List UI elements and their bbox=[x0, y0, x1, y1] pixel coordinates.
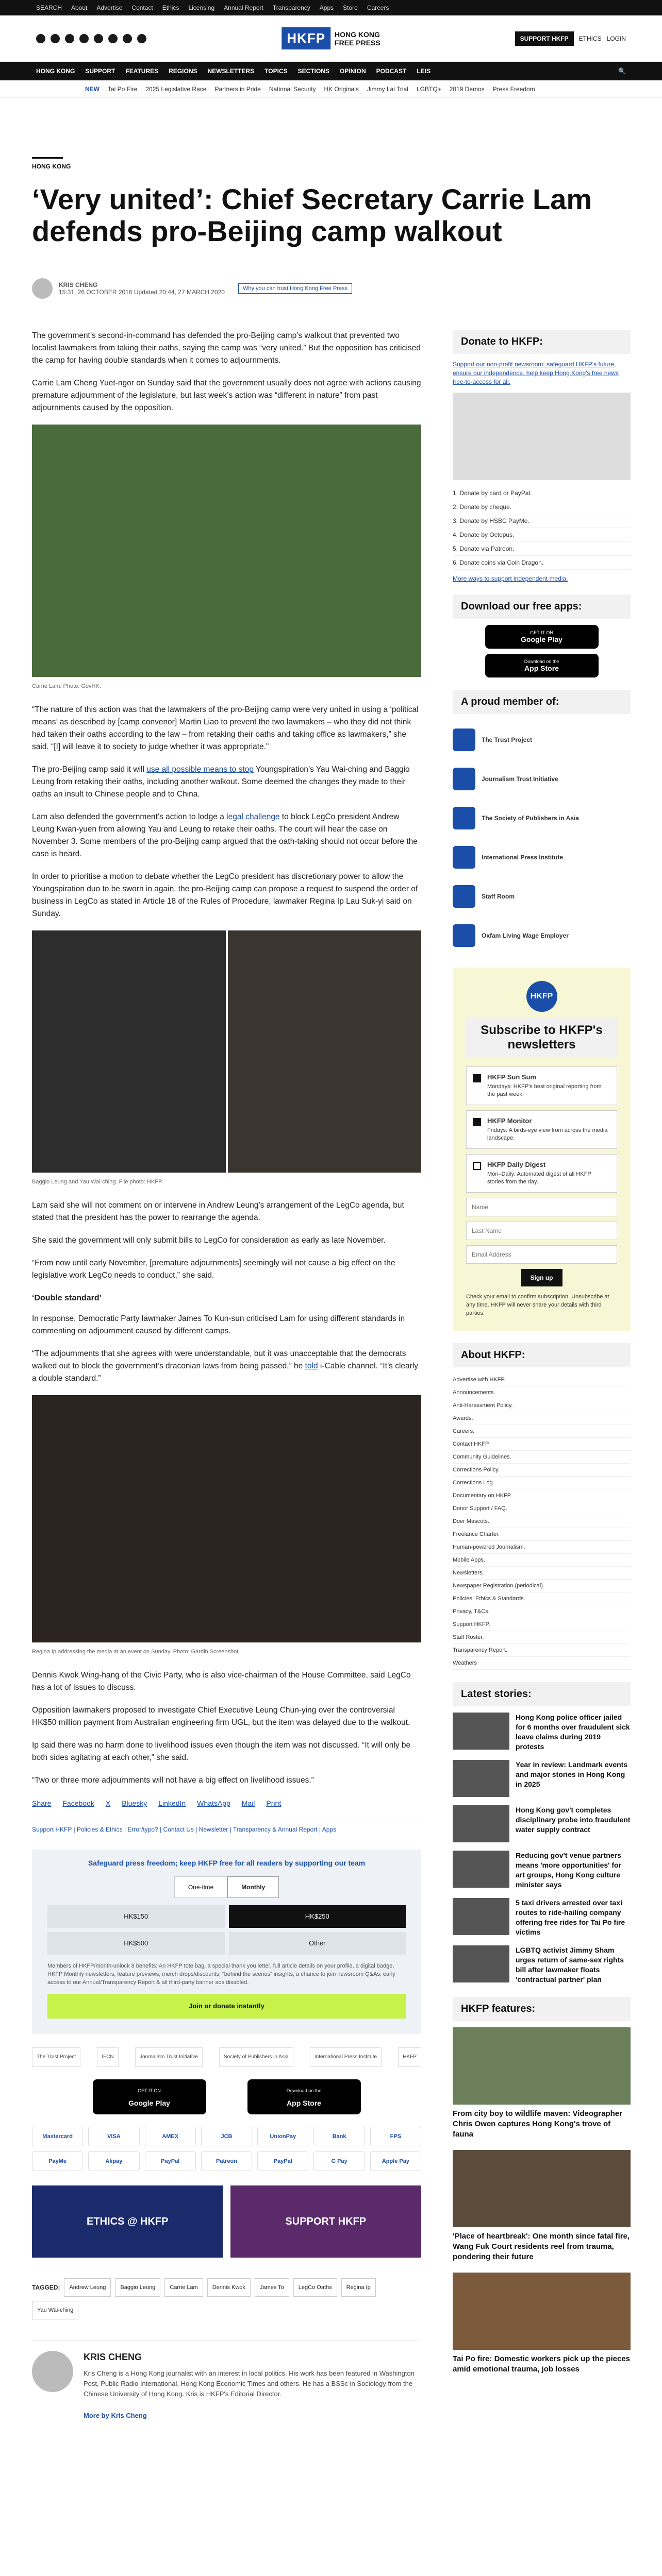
member-logo[interactable]: Oxfam Living Wage Employer bbox=[453, 916, 631, 955]
paragraph: Lam also defended the government’s action to lodge a legal challenge to block LegCo president Andrew Leung Kwan-yuen from allowing Yau and Leung to retake their oaths. The court will hear the case on November 3. Some members of the pro-Beijing camp argued that the oath-taking should not occur before the case is heard. bbox=[32, 812, 418, 858]
latest-title: Latest stories: bbox=[453, 1682, 631, 1706]
member-logo[interactable]: Journalism Trust Initiative bbox=[453, 759, 631, 799]
donate-box bbox=[453, 330, 631, 582]
news-item[interactable]: Hong Kong police officer jailed for 6 months over fraudulent sick leave claims during 2019 protests bbox=[453, 1713, 631, 1752]
about-link[interactable]: Awards. bbox=[453, 1412, 631, 1425]
paragraph: In order to prioritise a motion to debate whether the LegCo president has discretionary power to allow the Youngspiration duo to be sworn in again, the pro-Beijing camp can propose a request to suspend the order of business in LegCo as stated in Article 18 of the Rules of Procedure, lawmaker Regina Ip Lau Suk-yi said on Sunday. bbox=[32, 872, 418, 918]
trending-item[interactable]: Jimmy Lai Trial bbox=[367, 85, 408, 93]
share-x[interactable]: X bbox=[105, 1799, 111, 1807]
topbar-link[interactable]: Contact bbox=[131, 4, 153, 11]
topbar-link[interactable]: Ethics bbox=[162, 4, 179, 11]
about-link[interactable]: Human-powered Journalism. bbox=[453, 1541, 631, 1554]
support-button[interactable]: SUPPORT HKFP bbox=[515, 31, 574, 46]
share-facebook[interactable]: Facebook bbox=[62, 1799, 94, 1807]
about-link[interactable]: Anti-Harassment Policy. bbox=[453, 1399, 631, 1412]
author-avatar bbox=[32, 278, 53, 299]
member-logo[interactable]: Staff Room bbox=[453, 877, 631, 916]
about-title: About HKFP: bbox=[453, 1343, 631, 1367]
checkbox[interactable] bbox=[473, 1162, 481, 1170]
payment-icon[interactable]: JCB bbox=[201, 2127, 252, 2146]
sign-up-button[interactable]: Sign up bbox=[521, 1269, 562, 1286]
donate-method[interactable]: 1. Donate by card or PayPal. bbox=[453, 486, 631, 500]
search-icon[interactable]: 🔍 bbox=[618, 67, 626, 75]
nav-item[interactable]: SUPPORT bbox=[85, 67, 115, 75]
facebook-icon[interactable] bbox=[36, 34, 45, 43]
paragraph: Carrie Lam Cheng Yuet-ngor on Sunday said that the government usually does not agree with actions causing premature adjournment of the legislature, but last week’s action was “different in nature” from past adjournments caused by the opposition. bbox=[32, 379, 421, 412]
member-logo[interactable]: The Society of Publishers in Asia bbox=[453, 799, 631, 838]
photo-carrie-lam bbox=[32, 425, 421, 677]
latest-stories-box bbox=[453, 1682, 631, 1985]
share-link[interactable]: Share bbox=[32, 1799, 52, 1807]
member-logo[interactable]: The Trust Project bbox=[453, 720, 631, 759]
trending-item[interactable]: LGBTQ+ bbox=[416, 85, 441, 93]
nav-item[interactable]: TOPICS bbox=[264, 67, 288, 75]
share-print[interactable]: Print bbox=[266, 1799, 282, 1807]
apps-box bbox=[453, 595, 631, 677]
share-links bbox=[32, 1797, 421, 1809]
tag[interactable]: Regina Ip bbox=[341, 2278, 376, 2297]
checkbox-checked[interactable] bbox=[473, 1118, 481, 1126]
paragraph: Lam said she will not comment on or intervene in Andrew Leung’s arrangement of the LegCo agenda, but stated that the president has the power to rearrange the agenda. bbox=[32, 1201, 404, 1222]
sidebar bbox=[453, 330, 631, 2387]
threads-icon[interactable] bbox=[79, 34, 89, 43]
about-link[interactable]: Newspaper Registration (periodical). bbox=[453, 1580, 631, 1592]
news-thumbnail bbox=[453, 1805, 509, 1842]
about-link[interactable]: Freelance Charter. bbox=[453, 1528, 631, 1541]
member-benefits: Members of HKFP/month-unlock 8 benefits: An HKFP tote bag, a special thank you letter, full article details on your profile, a digital badge, HKFP Monthly newsletters, feature previews, merch drops/discounts, “behind the scenes” insights, a chance to join newsroom Q&As, early access to our Annual/Transparency Report & all third-party banner ads disabled. bbox=[47, 1963, 395, 1986]
payment-icon[interactable]: VISA bbox=[88, 2127, 139, 2146]
partner-logo[interactable]: International Press Institute bbox=[310, 2047, 382, 2067]
payment-icon[interactable]: Alipay bbox=[88, 2151, 139, 2171]
news-thumbnail bbox=[453, 1713, 509, 1750]
tab-one-time[interactable]: One-time bbox=[174, 1876, 227, 1898]
partner-logo[interactable]: The Trust Project bbox=[32, 2047, 80, 2067]
rss-icon[interactable] bbox=[137, 34, 146, 43]
trending-label: NEW bbox=[85, 85, 100, 93]
photo-caption: Regina Ip addressing the media at an event on Sunday. Photo: Gardin Screenshot. bbox=[32, 1649, 240, 1655]
main-nav bbox=[0, 62, 662, 80]
apps-title: Download our free apps: bbox=[453, 595, 631, 619]
trending-item[interactable]: HK Originals bbox=[324, 85, 359, 93]
logo-mark: HKFP bbox=[282, 27, 330, 49]
newsletter-box bbox=[453, 968, 631, 1331]
tag[interactable]: Dennis Kwok bbox=[207, 2278, 251, 2297]
author-bio: Kris Cheng is a Hong Kong journalist with an interest in local politics. His work has been featured in Washington Post, Public Radio International, Hong Kong Economic Times and others. He has a BSSc in Sociology from the Chinese University of Hong Kong. Kris is HKFP's Editorial Director. bbox=[84, 2369, 415, 2398]
donate-heading: Safeguard press freedom; keep HKFP free for all readers by supporting our team bbox=[88, 1859, 366, 1867]
first-name-input[interactable] bbox=[466, 1198, 617, 1216]
logo-line2: FREE PRESS bbox=[335, 38, 380, 47]
news-thumbnail bbox=[453, 1945, 509, 1982]
author-name[interactable]: KRIS CHENG bbox=[59, 281, 98, 289]
payment-icon[interactable]: PayPal bbox=[257, 2151, 308, 2171]
inline-link[interactable]: use all possible means to stop bbox=[146, 765, 254, 774]
last-name-input[interactable] bbox=[466, 1222, 617, 1240]
paragraph: Dennis Kwok Wing-hang of the Civic Party, who is also vice-chairman of the House Committee, said LegCo has a lot of issues to discuss. bbox=[32, 1671, 411, 1692]
features-title: HKFP features: bbox=[453, 1997, 631, 2021]
inline-link[interactable]: legal challenge bbox=[226, 812, 280, 821]
tag[interactable]: Baggio Leung bbox=[115, 2278, 160, 2297]
topbar-link[interactable]: Transparency bbox=[272, 4, 310, 11]
news-item[interactable]: Reducing gov't venue partners means 'more opportunities' for art groups, Hong Kong culture minister says bbox=[453, 1851, 631, 1890]
support-links[interactable]: Support HKFP | Policies & Ethics | Error/typo? | Contact Us | Newsletter | Transparency & Annual Report | Apps bbox=[32, 1819, 421, 1840]
topbar-link[interactable]: Careers bbox=[367, 4, 389, 11]
news-thumbnail bbox=[453, 1851, 509, 1888]
topbar-link[interactable]: Apps bbox=[319, 4, 334, 11]
nav-item[interactable]: FEATURES bbox=[125, 67, 159, 75]
partner-logos bbox=[32, 2047, 421, 2067]
tag[interactable]: Yau Wai-ching bbox=[32, 2301, 78, 2319]
article-dates: 15:31, 26 OCTOBER 2016 Updated 20:44, 27 MARCH 2020 bbox=[59, 289, 225, 296]
paragraph: The pro-Beijing camp said it will use all possible means to stop Youngspiration’s Yau Wai-ching and Baggio Leung from retaking their oaths, including another walkout. Some deemed the changes they made to their oaths an insult to Chinese people and to China. bbox=[32, 765, 410, 799]
paragraph: “The nature of this action was that the lawmakers of the pro-Beijing camp were very united in using a ‘political means’ as described by [camp convenor] Martin Liao to prevent the two lawmakers – who they did not think had taken their oaths according to the law – from retaking their oaths and taking office as lawmakers,” she said. “[I] will leave it to society to judge whether it was appropriate.” bbox=[32, 705, 419, 751]
google-play-badge[interactable]: GET IT ON Google Play bbox=[93, 2079, 206, 2114]
paragraph: “The adjournments that she agrees with were understandable, but it was unacceptable that the democrats walked out to block the government’s draconian laws from being passed,” he told i-Cable channel. “It’s clearly a double standard.” bbox=[32, 1349, 419, 1383]
support-promo[interactable]: SUPPORT HKFP bbox=[230, 2185, 422, 2258]
member-title: A proud member of: bbox=[453, 690, 631, 714]
tags-label: TAGGED: bbox=[32, 2284, 60, 2291]
newsletter-option[interactable]: HKFP Sun Sum Mondays: HKFP's best original reporting from the past week. bbox=[466, 1066, 617, 1105]
mail-icon[interactable] bbox=[123, 34, 132, 43]
newsletter-option[interactable]: HKFP Monitor Fridays: A birds-eye view from across the media landscape. bbox=[466, 1110, 617, 1149]
features-box bbox=[453, 1997, 631, 2375]
share-linkedin[interactable]: LinkedIn bbox=[158, 1799, 186, 1807]
top-utility-bar bbox=[0, 0, 662, 15]
about-link[interactable]: Staff Roster. bbox=[453, 1631, 631, 1644]
donate-widget bbox=[32, 1850, 421, 2034]
article-body bbox=[32, 330, 421, 2422]
donate-method[interactable]: 3. Donate by HSBC PayMe. bbox=[453, 514, 631, 528]
news-item[interactable]: Year in review: Landmark events and major stories in Hong Kong in 2025 bbox=[453, 1760, 631, 1797]
donate-method[interactable]: 2. Donate by cheque. bbox=[453, 500, 631, 514]
trending-item[interactable]: Tai Po Fire bbox=[108, 85, 138, 93]
trending-item[interactable]: 2025 Legislative Race bbox=[145, 85, 207, 93]
site-header bbox=[0, 15, 662, 62]
payment-icon[interactable]: Apple Pay bbox=[370, 2151, 421, 2171]
share-mail[interactable]: Mail bbox=[241, 1799, 255, 1807]
member-box bbox=[453, 690, 631, 955]
about-link[interactable]: Corrections Policy. bbox=[453, 1464, 631, 1477]
site-logo[interactable] bbox=[282, 27, 380, 49]
about-link[interactable]: Corrections Log. bbox=[453, 1477, 631, 1489]
byline bbox=[32, 278, 352, 299]
about-link[interactable]: Privacy, T&Cs. bbox=[453, 1605, 631, 1618]
nav-item[interactable]: LEIS bbox=[417, 67, 431, 75]
search-link[interactable]: SEARCH bbox=[36, 4, 62, 11]
email-input[interactable] bbox=[466, 1245, 617, 1264]
app-store-badge[interactable]: Download on the App Store bbox=[247, 2079, 361, 2114]
author-box-name[interactable]: KRIS CHENG bbox=[84, 2352, 142, 2362]
donate-method[interactable]: 6. Donate coins via Coin Dragon. bbox=[453, 556, 631, 570]
tag[interactable]: Carrie Lam bbox=[164, 2278, 203, 2297]
payment-icon[interactable]: PayMe bbox=[32, 2151, 83, 2171]
paragraph: The government’s second-in-command has defended the pro-Beijing camp’s walkout that prevented two localist lawmakers from taking their oaths, saying the camp was “very united.” But the opposition has criticised the camp for having double standards when it comes to adjournments. bbox=[32, 331, 421, 365]
linkedin-icon[interactable] bbox=[108, 34, 118, 43]
member-logo[interactable]: International Press Institute bbox=[453, 838, 631, 877]
trending-item[interactable]: 2019 Demos bbox=[449, 85, 485, 93]
tab-monthly[interactable]: Monthly bbox=[227, 1876, 279, 1898]
amount-option-selected[interactable]: HK$250 bbox=[229, 1905, 406, 1928]
about-link[interactable]: Doer Mascots. bbox=[453, 1515, 631, 1528]
nav-item[interactable]: HONG KONG bbox=[36, 67, 75, 75]
feature-image[interactable] bbox=[453, 2273, 631, 2350]
trending-item[interactable]: Partners in Pride bbox=[214, 85, 261, 93]
partner-logo[interactable]: Journalism Trust Initiative bbox=[135, 2047, 203, 2067]
photo-yau-wai-ching bbox=[228, 930, 422, 1173]
about-link[interactable]: Weathers bbox=[453, 1657, 631, 1670]
paragraph: Ip said there was no harm done to livelihood issues even though the item was not discussed. “It will only be both sides agitating at each other,” she said. bbox=[32, 1741, 411, 1762]
tag-list bbox=[32, 2278, 421, 2319]
payment-icon[interactable]: Mastercard bbox=[32, 2127, 83, 2146]
newsletter-title: Subscribe to HKFP's newsletters bbox=[466, 1017, 617, 1058]
ethics-link[interactable]: ETHICS bbox=[578, 35, 602, 42]
amount-option[interactable]: HK$500 bbox=[47, 1932, 225, 1955]
feature-headline[interactable]: Tai Po fire: Domestic workers pick up the pieces amid emotional trauma, job losses bbox=[453, 2354, 630, 2374]
news-item[interactable]: 5 taxi drivers arrested over taxi routes to ride-hailing company offering free rides for Tai Po fire victims bbox=[453, 1898, 631, 1937]
ethics-promo[interactable]: ETHICS @ HKFP bbox=[32, 2185, 223, 2258]
about-link[interactable]: Contact HKFP. bbox=[453, 1438, 631, 1451]
author-box bbox=[32, 2340, 421, 2422]
nav-item[interactable]: NEWSLETTERS bbox=[207, 67, 255, 75]
donate-method[interactable]: 5. Donate via Patreon. bbox=[453, 542, 631, 556]
donate-title: Donate to HKFP: bbox=[453, 330, 631, 354]
payment-icon[interactable]: Bank bbox=[313, 2127, 365, 2146]
news-item[interactable]: LGBTQ activist Jimmy Sham urges return of same-sex rights bill after lawmaker floats 'contractual partner' plan bbox=[453, 1945, 631, 1985]
payment-icon[interactable]: FPS bbox=[370, 2127, 421, 2146]
donate-intro[interactable]: Support our non-profit newsroom: safeguard HKFP's future, ensure our independence, help keep Hong Kong's free news free-to-access for all. bbox=[453, 361, 619, 385]
about-link[interactable]: Documentary on HKFP. bbox=[453, 1489, 631, 1502]
topbar-link[interactable]: About bbox=[71, 4, 88, 11]
app-store-badges bbox=[32, 2079, 421, 2114]
paragraph: Opposition lawmakers proposed to investigate Chief Executive Leung Chun-ying over the controversial HK$50 million payment from Australian engineering firm UGL, but the item was delayed due to the walkout. bbox=[32, 1706, 410, 1727]
feature-headline[interactable]: 'Place of heartbreak': One month since fatal fire, Wang Fuk Court residents reel from trauma, pondering their future bbox=[453, 2232, 630, 2261]
more-by-author-link[interactable]: More by Kris Cheng bbox=[84, 2412, 147, 2419]
about-link[interactable]: Newsletters. bbox=[453, 1567, 631, 1580]
partner-logo[interactable]: IFCN bbox=[97, 2047, 118, 2067]
article-kicker[interactable]: HONG KONG bbox=[32, 157, 71, 170]
partner-logo[interactable]: HKFP bbox=[398, 2047, 421, 2067]
about-link[interactable]: Donor Support / FAQ. bbox=[453, 1502, 631, 1515]
about-link[interactable]: Careers. bbox=[453, 1425, 631, 1438]
feature-headline[interactable]: From city boy to wildlife maven: Videographer Chris Owen captures Hong Kong's trove of fauna bbox=[453, 2109, 622, 2139]
paragraph: “From now until early November, [premature adjournments] seemingly will not cause a big effect on the legislative work LegCo needs to conduct,” she said. bbox=[32, 1259, 395, 1280]
about-link[interactable]: Community Guidelines. bbox=[453, 1451, 631, 1464]
payment-methods bbox=[32, 2127, 421, 2171]
paragraph: “Two or three more adjournments will not have a big effect on livelihood issues.” bbox=[32, 1776, 314, 1785]
share-bluesky[interactable]: Bluesky bbox=[122, 1799, 147, 1807]
inline-link[interactable]: told bbox=[305, 1362, 318, 1370]
logo-line1: HONG KONG bbox=[335, 30, 380, 39]
article-title: ‘Very united’: Chief Secretary Carrie Lam defends pro-Beijing camp walkout bbox=[32, 183, 592, 247]
about-link[interactable]: Transparency Report. bbox=[453, 1644, 631, 1657]
newsletter-logo: HKFP bbox=[526, 981, 557, 1012]
app-store-badge[interactable]: Download on the App Store bbox=[485, 654, 599, 677]
photo-pair bbox=[32, 930, 421, 1173]
google-play-badge[interactable]: GET IT ON Google Play bbox=[485, 625, 599, 649]
payment-icon[interactable]: PayPal bbox=[145, 2151, 196, 2171]
youtube-icon[interactable] bbox=[94, 34, 103, 43]
photo-regina-ip bbox=[32, 1395, 421, 1642]
share-whatsapp[interactable]: WhatsApp bbox=[197, 1799, 230, 1807]
about-link[interactable]: Mobile Apps. bbox=[453, 1554, 631, 1567]
nav-item[interactable]: SECTIONS bbox=[297, 67, 329, 75]
subheading: ‘Double standard’ bbox=[32, 1294, 102, 1302]
amount-option[interactable]: Other bbox=[229, 1932, 406, 1955]
trending-item[interactable]: Press Freedom bbox=[492, 85, 535, 93]
news-thumbnail bbox=[453, 1898, 509, 1935]
topbar-link[interactable]: Licensing bbox=[188, 4, 215, 11]
news-thumbnail bbox=[453, 1760, 509, 1797]
trending-bar bbox=[0, 80, 662, 98]
donate-method[interactable]: 4. Donate by Octopus. bbox=[453, 528, 631, 542]
trending-item[interactable]: National Security bbox=[269, 85, 316, 93]
tag[interactable]: James To bbox=[255, 2278, 289, 2297]
photo-caption: Baggio Leung and Yau Wai-ching. File photo: HKFP. bbox=[32, 1179, 163, 1185]
payment-icon[interactable]: UnionPay bbox=[257, 2127, 308, 2146]
payment-icon[interactable]: G Pay bbox=[313, 2151, 365, 2171]
social-icons bbox=[36, 34, 146, 43]
topbar-link[interactable]: Store bbox=[343, 4, 358, 11]
topbar-link[interactable]: Advertise bbox=[96, 4, 123, 11]
news-item[interactable]: Hong Kong gov't completes disciplinary probe into fraudulent water supply contract bbox=[453, 1805, 631, 1842]
partner-logo[interactable]: Society of Publishers in Asia bbox=[219, 2047, 293, 2067]
nav-item[interactable]: PODCAST bbox=[376, 67, 407, 75]
join-button[interactable]: Join or donate instantly bbox=[47, 1994, 406, 2019]
topbar-link[interactable]: Annual Report bbox=[224, 4, 263, 11]
payment-icon[interactable]: AMEX bbox=[145, 2127, 196, 2146]
newsletter-fine-print: Check your email to confirm subscription. Unsubscribe at any time. HKFP will never share your details with third parties. bbox=[466, 1294, 609, 1316]
about-link[interactable]: Announcements. bbox=[453, 1386, 631, 1399]
trust-badge[interactable]: Why you can trust Hong Kong Free Press bbox=[238, 283, 352, 294]
photo-caption: Carrie Lam. Photo: GovHK. bbox=[32, 683, 101, 689]
paragraph: In response, Democratic Party lawmaker James To Kun-sun criticised Lam for using different standards in commenting on adjournment caused by different camps. bbox=[32, 1314, 405, 1335]
author-photo bbox=[32, 2351, 73, 2392]
nav-item[interactable]: OPINION bbox=[339, 67, 366, 75]
feature-image[interactable] bbox=[453, 2027, 631, 2105]
tag[interactable]: LegCo Oaths bbox=[293, 2278, 337, 2297]
login-link[interactable]: LOGIN bbox=[606, 35, 626, 42]
payment-icon[interactable]: Patreon bbox=[201, 2151, 252, 2171]
paragraph: She said the government will only submit bills to LegCo for consideration as early as late November. bbox=[32, 1236, 386, 1245]
about-box bbox=[453, 1343, 631, 1670]
newsletter-option[interactable]: HKFP Daily Digest Mon–Daily: Automated digest of all HKFP stories from the day. bbox=[466, 1154, 617, 1193]
feature-image[interactable] bbox=[453, 2150, 631, 2227]
donate-more-link[interactable]: More ways to support independent media. bbox=[453, 575, 568, 582]
about-link[interactable]: Support HKFP. bbox=[453, 1618, 631, 1631]
tag[interactable]: Andrew Leung bbox=[64, 2278, 111, 2297]
amount-option[interactable]: HK$150 bbox=[47, 1905, 225, 1928]
checkbox-checked[interactable] bbox=[473, 1074, 481, 1082]
about-link[interactable]: Advertise with HKFP. bbox=[453, 1374, 631, 1386]
donate-image bbox=[453, 393, 631, 480]
nav-item[interactable]: REGIONS bbox=[169, 67, 197, 75]
photo-baggio-leung bbox=[32, 930, 226, 1173]
about-link[interactable]: Policies, Ethics & Standards. bbox=[453, 1592, 631, 1605]
x-icon[interactable] bbox=[51, 34, 60, 43]
instagram-icon[interactable] bbox=[65, 34, 74, 43]
